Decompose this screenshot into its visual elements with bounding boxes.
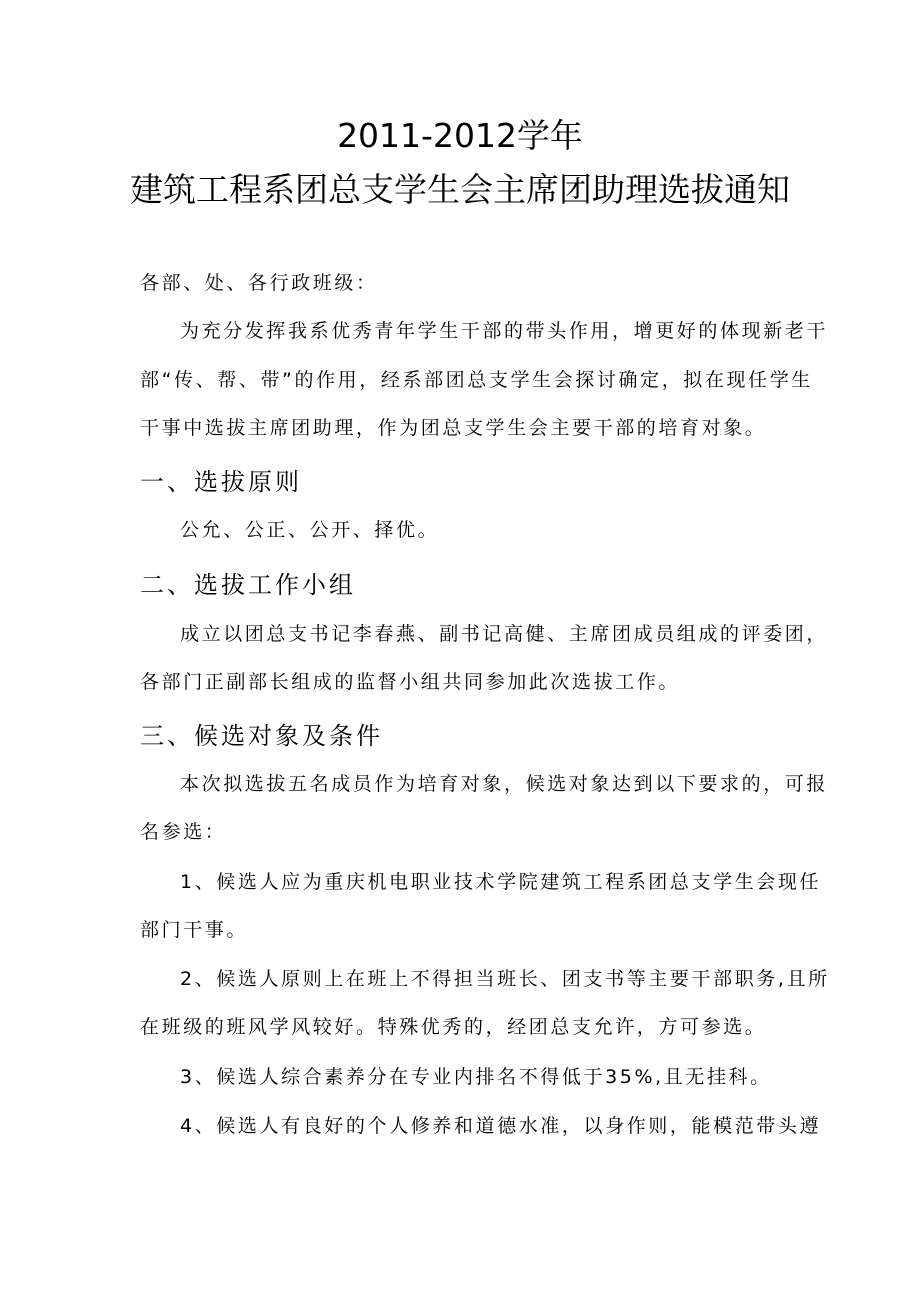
section-heading-working-group: 二、选拔工作小组 [140, 571, 356, 599]
intro-line: 干事中选拔主席团助理，作为团总支学生会主要干部的培育对象。 [140, 417, 767, 439]
condition-item-continued: 部门干事。 [140, 919, 249, 941]
condition-item: 3、候选人综合素养分在专业内排名不得低于35%,且无挂科。 [180, 1066, 772, 1088]
section-heading-principles: 一、选拔原则 [140, 468, 302, 496]
paragraph-line: 本次拟选拔五名成员作为培育对象，候选对象达到以下要求的，可报 [180, 773, 829, 795]
condition-item: 4、候选人有良好的个人修养和道德水准，以身作则，能模范带头遵 [180, 1115, 822, 1137]
salutation: 各部、处、各行政班级： [140, 272, 378, 294]
intro-line: 部“传、帮、带”的作用，经系部团总支学生会探讨确定，拟在现任学生 [140, 369, 813, 391]
condition-item-continued: 在班级的班风学风较好。特殊优秀的，经团总支允许，方可参选。 [140, 1016, 767, 1038]
paragraph-line: 各部门正副部长组成的监督小组共同参加此次选拔工作。 [140, 671, 681, 693]
condition-item: 1、候选人应为重庆机电职业技术学院建筑工程系团总支学生会现任 [180, 871, 822, 893]
document-title-main: 建筑工程系团总支学生会主席团助理选拔通知 [130, 170, 790, 209]
document-title-year: 2011-2012学年 [337, 116, 583, 155]
paragraph-line: 成立以团总支书记李春燕、副书记高健、主席团成员组成的评委团， [180, 623, 829, 645]
paragraph-line: 名参选： [140, 821, 227, 843]
condition-item: 2、候选人原则上在班上不得担当班长、团支书等主要干部职务,且所 [180, 968, 830, 990]
intro-line: 为充分发挥我系优秀青年学生干部的带头作用，增更好的体现新老干 [180, 320, 829, 342]
paragraph-line: 公允、公正、公开、择优。 [180, 519, 440, 541]
section-heading-candidates: 三、候选对象及条件 [140, 722, 383, 750]
